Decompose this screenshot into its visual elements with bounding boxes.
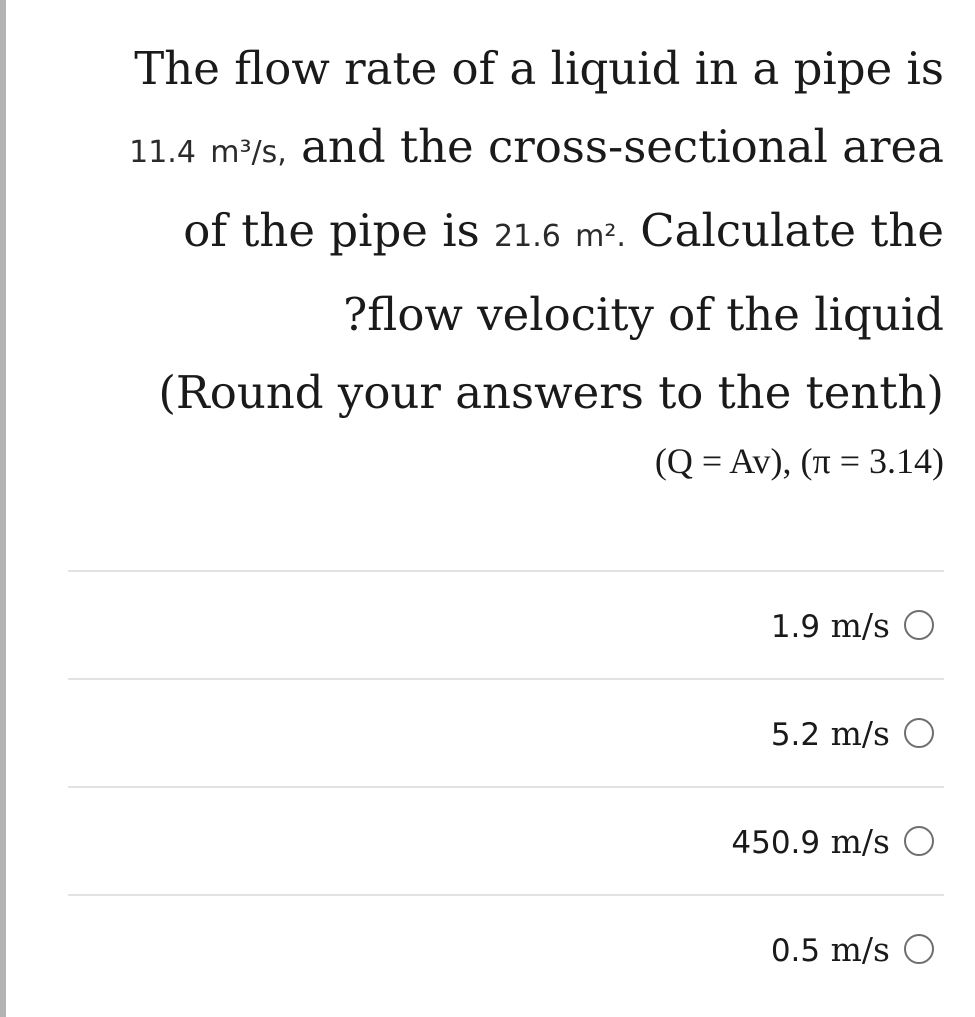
flow-rate-value: 11.4	[129, 135, 196, 170]
area-value: 21.6	[494, 219, 561, 254]
answer-option-1-unit: m/s	[830, 605, 890, 645]
question-text	[60, 30, 944, 432]
answer-option-4-radio[interactable]	[904, 934, 934, 964]
answer-option-1-radio[interactable]	[904, 610, 934, 640]
page-left-border	[0, 0, 6, 1017]
answer-option-1-value: 1.9	[770, 608, 821, 645]
answer-option-3-radio[interactable]	[904, 826, 934, 856]
answer-option-1[interactable]	[68, 570, 944, 678]
question-line-3-text-after: Calculate the	[625, 204, 944, 257]
answer-option-2-label[interactable]	[771, 714, 890, 753]
answer-options	[68, 570, 944, 1002]
question-line-2-text: and the cross-sectional area	[286, 120, 944, 173]
question-line-2	[60, 108, 944, 192]
formula-hint: (Q = Av), (π = 3.14)	[654, 441, 944, 481]
answer-option-3-value: 450.9	[731, 824, 821, 861]
answer-option-1-label[interactable]	[771, 606, 890, 645]
answer-option-2[interactable]	[68, 678, 944, 786]
answer-option-3-label[interactable]	[731, 822, 890, 861]
area-unit: m².	[575, 219, 626, 254]
answer-option-2-radio[interactable]	[904, 718, 934, 748]
answer-option-4[interactable]	[68, 894, 944, 1002]
answer-option-4-label[interactable]	[771, 930, 890, 969]
answer-option-4-value: 0.5	[770, 932, 821, 969]
question-line-5: (Round your answers to the tenth)	[158, 366, 944, 419]
question-line-3	[60, 192, 944, 276]
flow-rate-unit: m³/s,	[210, 135, 287, 170]
question-line-4: ?flow velocity of the liquid	[343, 288, 944, 341]
answer-option-3-unit: m/s	[830, 821, 890, 861]
question-line-1: The flow rate of a liquid in a pipe is	[134, 42, 944, 95]
answer-option-2-value: 5.2	[770, 716, 821, 753]
answer-option-2-unit: m/s	[830, 713, 890, 753]
answer-option-4-unit: m/s	[830, 929, 890, 969]
answer-option-3[interactable]	[68, 786, 944, 894]
question-line-3-text: of the pipe is	[183, 204, 495, 257]
